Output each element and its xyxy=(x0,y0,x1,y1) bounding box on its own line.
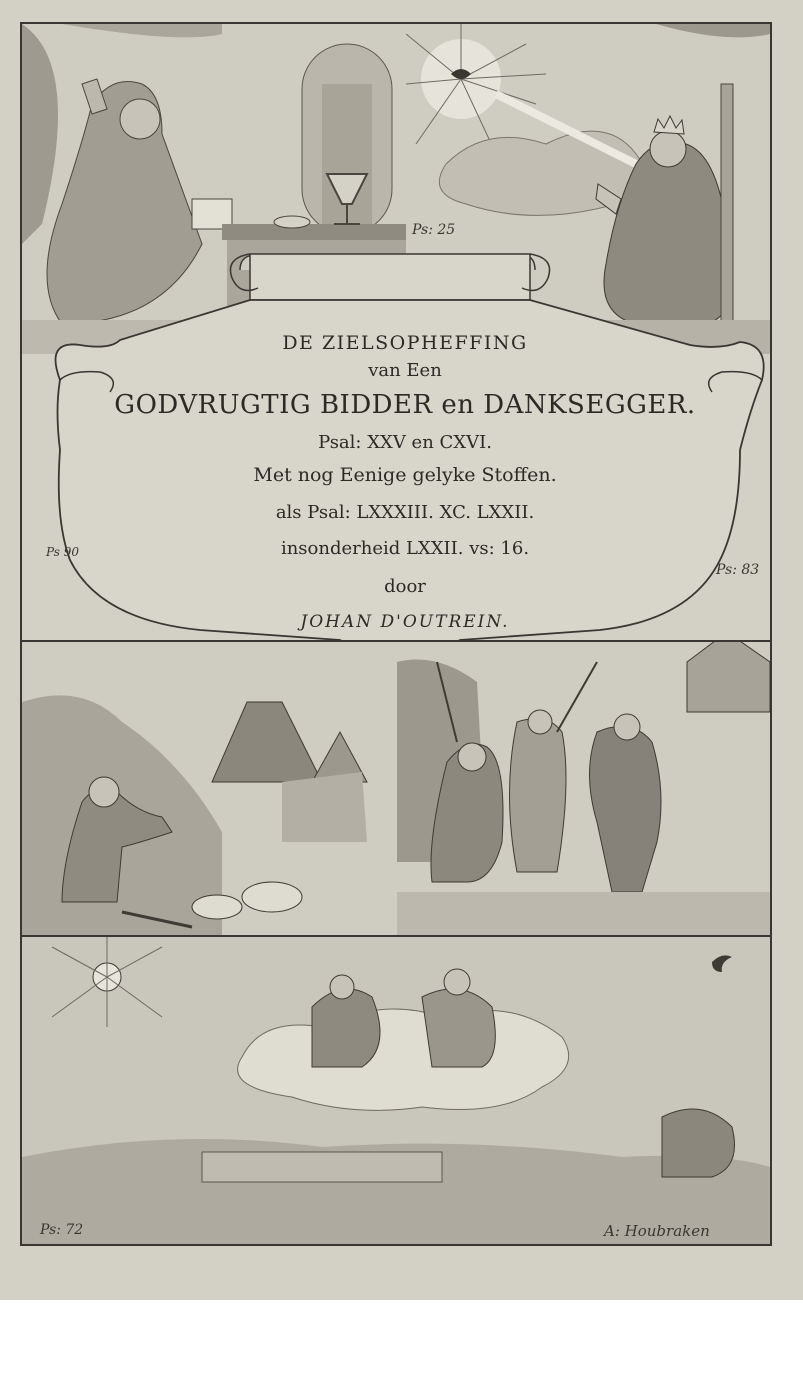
title-line-4: Psal: XXV en CXVI. xyxy=(318,432,492,453)
author-name: JOHAN D'OUTREIN. xyxy=(300,612,510,632)
title-line-3: GODVRUGTIG BIDDER en DANKSEGGER. xyxy=(114,390,696,420)
psalm-reference-25: Ps: 25 xyxy=(412,222,456,238)
psalm-reference-90: Ps 90 xyxy=(46,545,79,559)
title-line-5: Met nog Eenige gelyke Stoffen. xyxy=(253,464,557,486)
psalm-reference-72: Ps: 72 xyxy=(40,1222,84,1238)
title-line-6: als Psal: LXXXIII. XC. LXXII. xyxy=(275,502,535,523)
plate-border xyxy=(20,22,772,1246)
engraver-signature: A: Houbraken xyxy=(604,1222,710,1240)
title-line-2: van Een xyxy=(368,360,442,381)
title-line-1: DE ZIELSOPHEFFING xyxy=(282,332,528,354)
title-line-7: insonderheid LXXII. vs: 16. xyxy=(280,538,530,559)
title-line-8: door xyxy=(384,576,426,597)
psalm-reference-83: Ps: 83 xyxy=(716,562,760,578)
